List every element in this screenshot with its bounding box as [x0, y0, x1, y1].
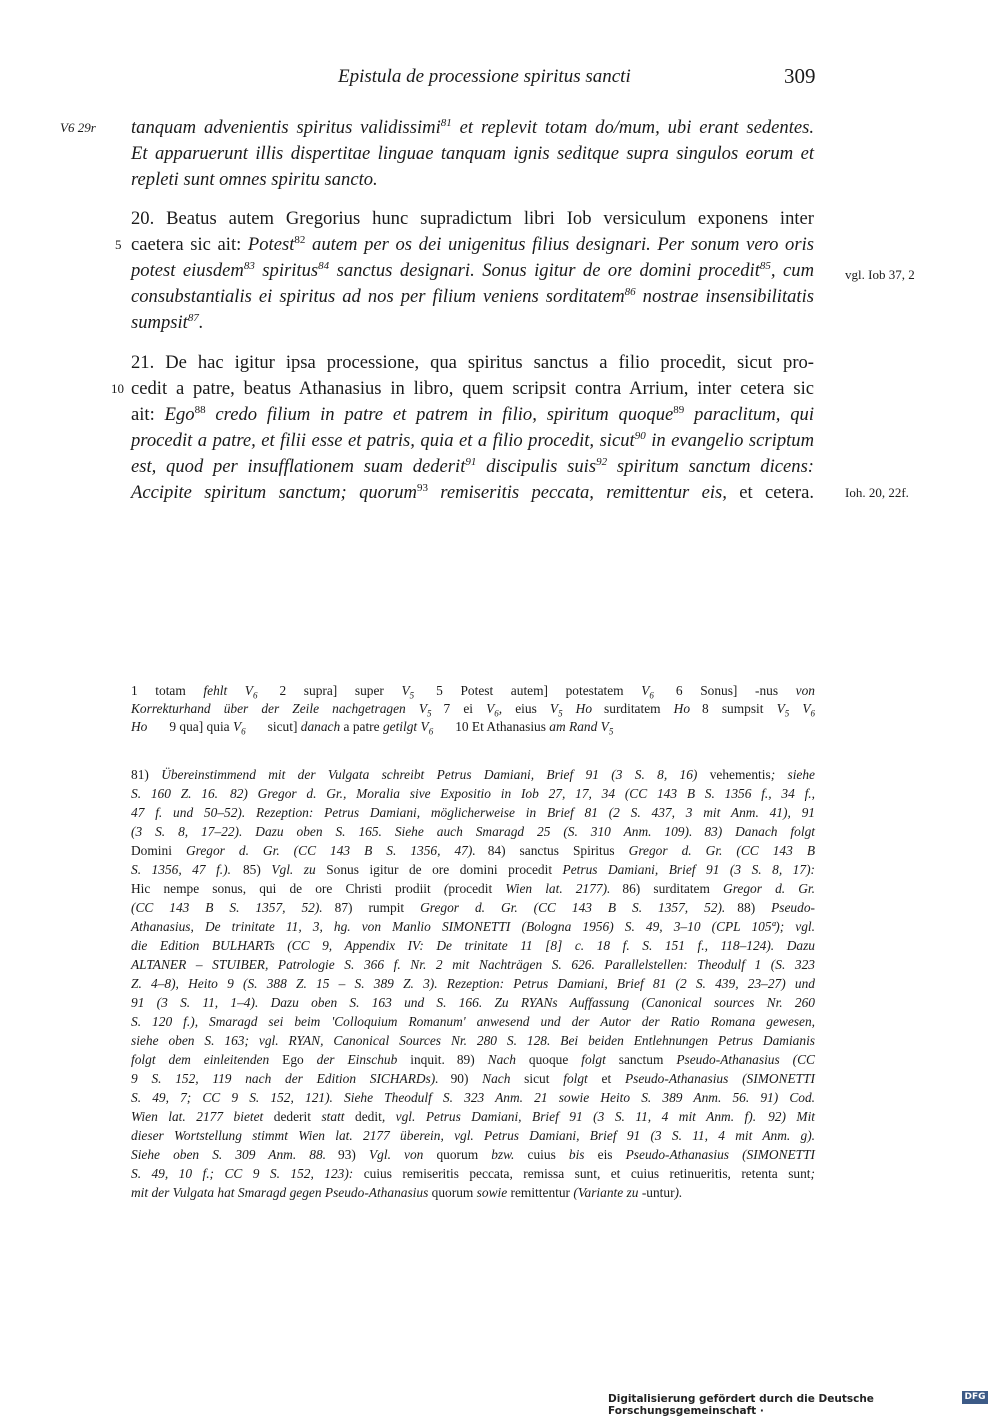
page-number: 309 — [784, 64, 816, 88]
text-line: repleti sunt omnes spiritu sancto. — [131, 169, 378, 190]
text-line: potest eiusdem$^{83}$ spiritus$^{84}$ sanctus designari. Sonus igitur de ore domini procedit$^{85}$, cum — [131, 260, 815, 281]
text-line: tanquam advenientis spiritus validissimi$^{81}$ et replevit totam do/mum, ubi erant sedentes. — [131, 117, 814, 138]
apparatus-line: 1 totam fehlt $V_6$ 2 supra] super $V_5$ 5 Potest autem] potestatem $V_6$ 6 Sonus] -nus von — [131, 683, 816, 701]
footnote-line: S. 1356, 47 f.). 85) Vgl. zu Sonus igitur de ore domini procedit Petrus Damiani, Brief 91 (3 S. 8, 17): — [131, 862, 815, 877]
text-line: 20. Beatus autem Gregorius hunc supradictum libri Iob versiculum exponens inter — [131, 208, 814, 229]
dfg-logo: DFG — [962, 1391, 988, 1404]
margin-ref-iob: vgl. Iob 37, 2 — [845, 267, 915, 282]
folio-marker: V6 29r — [60, 120, 96, 135]
footnote-line: S. 49, 10 f.; CC 9 S. 152, 123): cuius remiseritis peccata, remissa sunt, et cuius retinueritis, retenta sunt; — [131, 1166, 815, 1181]
digitization-credit: Digitalisierung gefördert durch die Deutsche Forschungsgemeinschaft · — [608, 1393, 874, 1417]
footnote-line: Z. 4–8), Heito 9 (S. 388 Z. 15 – S. 389 Z. 3). Rezeption: Petrus Damiani, Brief 81 (2 S. 439, 23–27) und — [131, 976, 815, 991]
text-line: Et apparuerunt illis dispertitae linguae tanquam ignis seditque supra singulos eorum et — [131, 143, 814, 164]
line-number-5: 5 — [115, 237, 122, 252]
line-number-10: 10 — [111, 381, 124, 396]
text-line: 21. De hac igitur ipsa processione, qua spiritus sanctus a filio procedit, sicut pro- — [131, 352, 814, 373]
margin-ref-ioh: Ioh. 20, 22f. — [845, 485, 909, 500]
footnote-line: folgt dem einleitenden Ego der Einschub inquit. 89) Nach quoque folgt sanctum Pseudo-Athanasius (CC — [131, 1052, 815, 1067]
footnote-line: 91 (3 S. 11, 1–4). Dazu oben S. 163 und S. 166. Zu RYANs Auffassung (Canonical sources Nr. 260 — [131, 995, 815, 1010]
footnote-line: dieser Wortstellung stimmt Wien lat. 2177 überein, vgl. Petrus Damiani, Brief 91 (3 S. 11, 4 mit Anm. g). — [131, 1128, 815, 1143]
apparatus-line: Ho 9 qua] quia $V_6$ sicut] danach a patre getilgt $V_6$ 10 Et Athanasius am Rand $V_5$ — [131, 719, 614, 737]
footnote-line: ALTANER – STUIBER, Patrologie S. 366 f. Nr. 2 mit Nachträgen S. 626. Parallelstellen: Theodulf 1 (S. 323 — [131, 957, 815, 972]
footnote-line: Hic nempe sonus, qui de ore Christi prodiit (procedit Wien lat. 2177). 86) surditatem Gregor d. Gr. — [131, 881, 815, 896]
text-segment: et replevit totam do/mum, ubi erant sedentes. — [459, 117, 814, 138]
running-title: Epistula de processione spiritus sancti — [338, 66, 631, 87]
text-line: cedit a patre, beatus Athanasius in libro, quem scripsit contra Arrium, inter cetera sic — [131, 378, 814, 399]
text-line: sumpsit$^{87}$. — [131, 312, 204, 333]
running-head — [0, 66, 1000, 96]
text-line: caetera sic ait: Potest$^{82}$ autem per os dei unigenitus filius designari. Per sonum vero oris — [131, 234, 814, 255]
footnote-line: 81) Übereinstimmend mit der Vulgata schreibt Petrus Damiani, Brief 91 (3 S. 8, 16) vehementis; siehe — [131, 767, 815, 782]
footnote-line: siehe oben S. 163; vgl. RYAN, Canonical Sources Nr. 280 S. 128. Bei beiden Entlehnungen Petrus Damianis — [131, 1033, 815, 1048]
footnote-line: S. 49, 7; CC 9 S. 152, 121). Siehe Theodulf S. 323 Anm. 21 sowie Heito S. 389 Anm. 56. 91) Cod. — [131, 1090, 815, 1105]
text-line: ait: Ego$^{88}$ credo filium in patre et patrem in filio, spiritum quoque$^{89}$ paraclitum, qui — [131, 404, 814, 425]
footnote-line: 47 f. und 50–52). Rezeption: Petrus Damiani, möglicherweise in Brief 81 (2 S. 437, 3 mit Anm. 41), 91 — [131, 805, 815, 820]
footnote-line: (3 S. 8, 17–22). Dazu oben S. 165. Siehe auch Smaragd 25 (S. 310 Anm. 109). 83) Danach folgt — [131, 824, 815, 839]
text-line: Accipite spiritum sanctum; quorum$^{93}$ remiseritis peccata, remittentur eis, et cetera. — [131, 482, 814, 503]
footnote-line: Athanasius, De trinitate 11, 3, hg. von Manlio SIMONETTI (Bologna 1956) S. 49, 3–10 (CPL 105ª); vgl. — [131, 919, 815, 934]
text-line: est, quod per insufflationem suam dederit$^{91}$ discipulis suis$^{92}$ spiritum sanctum dicens: — [131, 456, 814, 477]
footnote-line: 9 S. 152, 119 nach der Edition SICHARDs). 90) Nach sicut folgt et Pseudo-Athanasius (SIMONETTI — [131, 1071, 815, 1086]
text-segment: tanquam advenientis spiritus validissimi — [131, 117, 441, 138]
footnote-line: Wien lat. 2177 bietet dederit statt dedit, vgl. Petrus Damiani, Brief 91 (3 S. 11, 4 mit Anm. f). 92) Mit — [131, 1109, 816, 1124]
footnote-line: die Edition BULHARTs (CC 9, Appendix IV: De trinitate 11 [8] c. 18 f. S. 151 f., 118–124). Dazu — [131, 938, 815, 953]
text-line: procedit a patre, et filii esse et patris, quia et a filio procedit, sicut$^{90}$ in evangelio scriptum — [131, 430, 815, 451]
footnote-line: Siehe oben S. 309 Anm. 88. 93) Vgl. von quorum bzw. cuius bis eis Pseudo-Athanasius (SIMONETTI — [131, 1147, 816, 1162]
footnote-line: (CC 143 B S. 1357, 52). 87) rumpit Gregor d. Gr. (CC 143 B S. 1357, 52). 88) Pseudo- — [131, 900, 815, 915]
footnote-line: S. 120 f.), Smaragd sei beim 'Colloquium Romanum' anwesend und der Autor der Ratio Romana gewesen, — [131, 1014, 815, 1029]
text-line: consubstantialis ei spiritus ad nos per filium veniens sorditatem$^{86}$ nostrae insensibilitatis — [131, 286, 814, 307]
footnote-line: mit der Vulgata hat Smaragd gegen Pseudo-Athanasius quorum sowie remittentur (Variante zu -untur). — [131, 1185, 683, 1200]
apparatus-line: Korrekturhand über der Zeile nachgetragen $V_5$ 7 ei $V_6$, eius $V_5$ Ho surditatem Ho 8 sumpsit $V_5$ $V_6$ — [131, 701, 816, 719]
footnote-line: Domini Gregor d. Gr. (CC 143 B S. 1356, 47). 84) sanctus Spiritus Gregor d. Gr. (CC 143 B — [131, 843, 816, 858]
footnote-line: S. 160 Z. 16. 82) Gregor d. Gr., Moralia sive Expositio in Iob 27, 17, 34 (CC 143 B S. 1356 f., 34 f., — [131, 786, 815, 801]
